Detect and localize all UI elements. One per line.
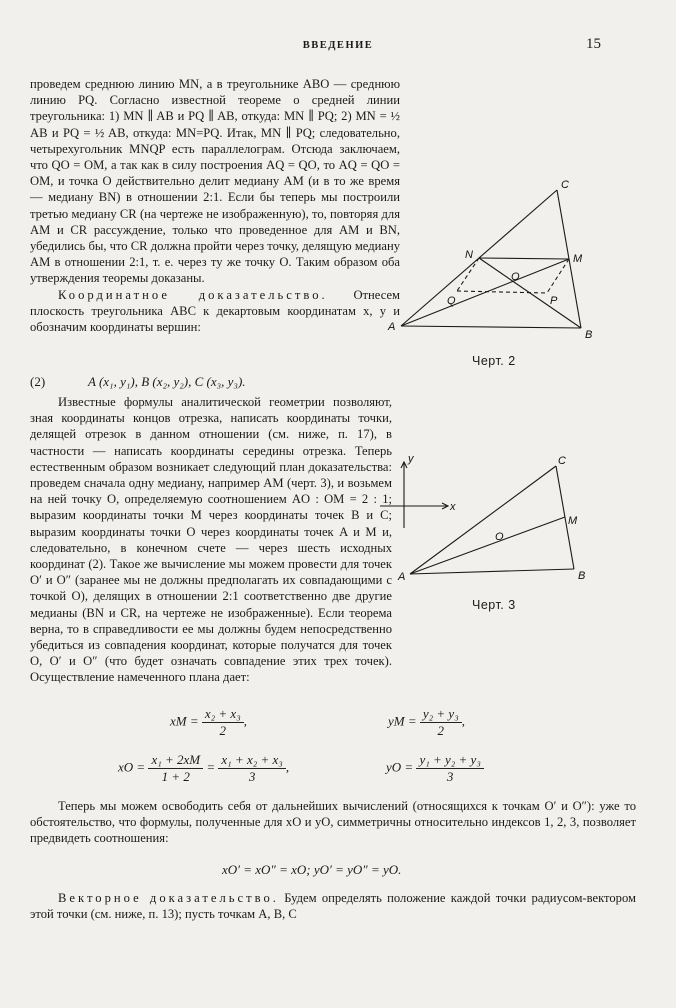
figure-3-caption: Черт. 3 (472, 598, 516, 612)
fig3-label-a: A (398, 571, 406, 583)
paragraph-coordinate-intro: Отнесем плоскость треугольника ABC к декартовым координатам x, y и обозначим координаты вершин: (30, 287, 400, 335)
fig3-label-o: O (495, 531, 504, 543)
fig2-label-q: Q (447, 295, 456, 307)
formula-yo: yO = $\frac{\text{y₁ + y₂ + y₃}}{3}$ (386, 752, 484, 785)
fig2-label-a: A (388, 321, 396, 333)
paragraph-symmetry: Теперь мы можем освободить себя от дальнейших вычислений (относящихся к точкам O′ и O″): уже то обстоятельство, что формулы, полученные для xO и yO, симметричны относительно индексов 1, 2, 3, позволяет предвидеть соотношения: (30, 799, 636, 846)
fig3-label-m: M (568, 515, 578, 527)
formula-ym: yM = $\frac{\text{y₂ + y₃}}{2}$ , (388, 706, 465, 738)
formula-xo-num2: x₁ + x₂ + x₃ (218, 752, 285, 769)
fig2-label-b: B (585, 329, 593, 341)
formula-ym-num: y₂ + y₃ (420, 706, 462, 723)
fig2-label-n: N (465, 249, 473, 261)
formula-yo-den: 3 (446, 769, 454, 784)
heading-coordinate-proof: Координатное доказательство. (58, 287, 328, 302)
fig3-label-c: C (558, 455, 566, 467)
page-number: 15 (586, 36, 601, 52)
formula-xm-den: 2 (219, 723, 227, 738)
fig3-label-b: B (578, 570, 586, 582)
formula-xo-den2: 3 (248, 769, 256, 784)
formula-xo-num1: x₁ + 2xM (148, 752, 203, 769)
formula-final: xO′ = xO″ = xO; yO′ = yO″ = yO. (222, 862, 402, 877)
paragraph-median-proof: проведем среднюю линию MN, а в треугольнике ABO — среднюю линию PQ. Согласно известной теореме о средней линии треугольника: 1) MN ∥ AB и PQ ∥ AB, откуда: MN ∥ PQ; 2) MN = ½ AB и PQ = ½ AB, откуда: MN=PQ. Итак, MN ∥ PQ; следовательно, четырехугольник MNQP есть параллелограм. Отсюда заключаем, что QO = OM, а так как в силу построения AQ = QO, то AQ = QO = OM, и точка O действительно делит медиану AM (и в то же время — медиану BN) в отношении 2:1. Если бы теперь мы построили третью медиану CR (на чертеже не изображенную), то, повторяя для AM и CR рассуждение, только что проведенное для AM и BN, убедились бы, что CR должна пройти через точку, делящую медиану AM в отношении 2:1, т. е. через ту же точку O. Таким образом оба утверждения теоремы доказаны. Координатное доказательство. Отнесем плоскость треугольника ABC к декартовым координатам x, y и обозначим координаты вершин: (30, 77, 400, 335)
formula-xo-den1: 1 + 2 (161, 769, 190, 784)
figure-2-caption: Черт. 2 (472, 354, 516, 368)
fig2-label-m: M (573, 253, 583, 265)
fig2-label-o: O (511, 271, 520, 283)
fig3-label-x: x (450, 501, 456, 513)
heading-vector-proof: Векторное доказательство. (58, 891, 279, 905)
running-header: ВВЕДЕНИЕ (302, 40, 374, 51)
formula-xm: xM = $\frac{\text{x₂ + x₃}}{2}$ , (170, 706, 247, 738)
fig2-label-c: C (561, 179, 569, 191)
equation-2-label: (2) (30, 374, 46, 389)
formula-yo-num: y₁ + y₂ + y₃ (416, 752, 483, 769)
formula-ym-den: 2 (437, 723, 445, 738)
formula-xo: xO = $\frac{\text{x₁ + 2xM}}{1 + 2}$ = $\frac{\text{x₁ + x₂ + x₃}}{3}$ , (118, 752, 290, 784)
fig3-label-y: y (408, 453, 414, 465)
fig2-label-p: P (550, 295, 558, 307)
paragraph-coordinate-plan: Известные формулы аналитической геометрии позволяют, зная координаты концов отрезка, написать координаты точки, делящей отрезок в данном отношении (см. ниже, п. 17), в частности — написать координаты середины отрезка. Теперь естественным образом возникает следующий план доказательства: проведем сначала одну медиану, например AM (черт. 3), и возьмем на ней точку O, определяемую соотношением AO : OM = 2 : 1; выразим координаты точки M через координаты точек B и C; выразим координаты точки O через координаты точек A и M и, следовательно, в конечном счете — через шесть исходных координат (2). Такое же вычисление мы можем провести для точек O′ и O″ (заранее мы не должны предполагать их совпадающими с точкой O), делящих в отношении 2:1 соответственно две другие медианы (BN и CR, на чертеже не изображенные). Если теорема верна, то в справедливости ее мы должны будем непосредственно убедиться из совпадения координат, которые получатся для точек O, O′ и O″ (что будет означать совпадение этих трех точек). Осуществление намеченного плана дает: (30, 395, 392, 685)
paragraph-vector-proof: Векторное доказательство. Будем определять положение каждой точки радиусом-вектором этой точки (см. ниже, п. 13); пусть точкам A, B, C (30, 891, 636, 922)
formula-xm-num: x₂ + x₃ (202, 706, 244, 723)
equation-2: A (x₁, y₁), B (x₂, y₂), C (x₃, y₃). (88, 374, 246, 389)
